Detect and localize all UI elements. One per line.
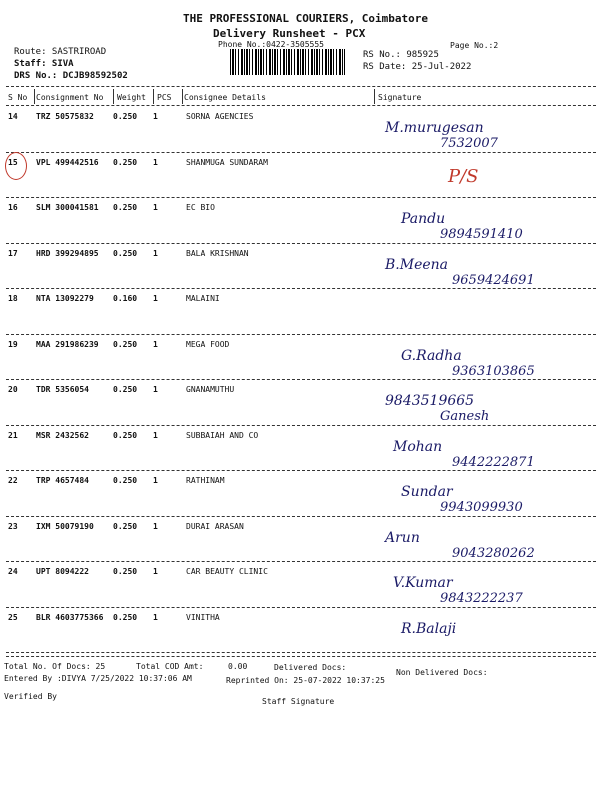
handwritten-signature: P/S	[448, 165, 479, 187]
row-divider	[6, 379, 596, 380]
handwritten-phone: Ganesh	[440, 409, 490, 424]
row-divider	[6, 516, 596, 517]
cell-sno: 16	[8, 203, 18, 212]
cell-consignment: SLM 300041581	[36, 203, 99, 212]
delivered-docs: Delivered Docs:	[274, 663, 347, 672]
cell-weight: 0.250	[113, 521, 138, 531]
handwritten-phone: 9442222871	[452, 454, 535, 470]
cell-consignment: TDR 5356054	[36, 385, 89, 394]
cell-sno: 23	[8, 521, 18, 531]
divider	[6, 86, 596, 87]
cell-sno: 14	[8, 112, 18, 121]
row-divider	[6, 470, 596, 471]
document-subtitle: Delivery Runsheet - PCX	[213, 27, 366, 40]
cell-weight: 0.250	[113, 203, 138, 212]
cell-pcs: 1	[153, 612, 158, 622]
cell-weight: 0.250	[113, 339, 138, 349]
cell-pcs: 1	[153, 430, 158, 440]
circle-mark	[5, 152, 27, 180]
handwritten-phone: 9943099930	[440, 500, 523, 515]
cell-weight: 0.250	[113, 385, 138, 394]
handwritten-signature: Mohan	[393, 438, 443, 455]
cell-consignee: CAR BEAUTY CLINIC	[186, 567, 268, 576]
non-delivered-docs: Non Delivered Docs:	[396, 668, 488, 677]
cell-pcs: 1	[153, 385, 158, 394]
handwritten-signature: G.Radha	[401, 347, 462, 364]
row-divider	[6, 334, 596, 335]
rs-number: RS No.: 985925	[363, 50, 439, 60]
cell-consignee: BALA KRISHNAN	[186, 248, 249, 258]
col-consignment: Consignment No	[36, 93, 104, 102]
cell-sno: 21	[8, 430, 18, 440]
cell-sno: 15	[8, 157, 18, 167]
handwritten-signature: Arun	[385, 529, 420, 546]
handwritten-signature: 9843519665	[385, 393, 475, 409]
phone-number: Phone No.:0422-3505555	[218, 40, 324, 49]
row-divider	[6, 288, 596, 289]
cell-weight: 0.250	[113, 112, 138, 121]
cell-consignment: MAA 291986239	[36, 339, 99, 349]
cell-consignment: IXM 50079190	[36, 521, 94, 531]
handwritten-phone: 7532007	[440, 136, 498, 151]
cell-consignee: RATHINAM	[186, 476, 225, 485]
total-cod-label: Total COD Amt:	[136, 662, 204, 671]
cell-weight: 0.250	[113, 567, 138, 576]
col-sno: S No	[8, 93, 28, 102]
page-number: Page No.:2	[450, 41, 499, 50]
cell-sno: 22	[8, 476, 18, 485]
cell-pcs: 1	[153, 248, 158, 258]
cell-consignee: MEGA FOOD	[186, 339, 230, 349]
cell-pcs: 1	[153, 157, 158, 167]
cell-pcs: 1	[153, 294, 158, 303]
divider	[6, 105, 596, 106]
cell-pcs: 1	[153, 203, 158, 212]
col-pcs: PCS	[157, 93, 172, 102]
handwritten-phone: 9843222237	[440, 591, 523, 606]
cell-pcs: 1	[153, 339, 158, 349]
total-cod-value: 0.00	[228, 662, 248, 671]
col-weight: Weight	[117, 93, 146, 102]
route-label: Route: SASTRIROAD	[14, 47, 107, 57]
row-divider	[6, 152, 596, 153]
cell-weight: 0.160	[113, 294, 138, 303]
cell-consignee: DURAI ARASAN	[186, 521, 244, 531]
verified-by: Verified By	[4, 692, 57, 701]
cell-pcs: 1	[153, 567, 158, 576]
cell-consignment: NTA 13092279	[36, 294, 94, 303]
cell-consignment: TRZ 50575832	[36, 112, 94, 121]
cell-sno: 25	[8, 612, 18, 622]
cell-consignee: SORNA AGENCIES	[186, 112, 254, 121]
cell-pcs: 1	[153, 112, 158, 121]
handwritten-phone: 9043280262	[452, 545, 535, 561]
cell-consignee: SUBBAIAH AND CO	[186, 430, 259, 440]
handwritten-signature: Sundar	[401, 484, 453, 500]
cell-sno: 18	[8, 294, 18, 303]
row-divider	[6, 652, 596, 653]
row-divider	[6, 425, 596, 426]
drs-number: DRS No.: DCJB98592502	[14, 71, 128, 81]
col-signature: Signature	[378, 93, 422, 102]
reprinted-on: Reprinted On: 25-07-2022 10:37:25	[226, 676, 385, 685]
cell-weight: 0.250	[113, 248, 138, 258]
company-title: THE PROFESSIONAL COURIERS, Coimbatore	[183, 12, 429, 25]
cell-sno: 17	[8, 248, 18, 258]
cell-consignment: BLR 4603775366	[36, 612, 104, 622]
divider	[6, 656, 596, 657]
total-docs: Total No. Of Docs: 25	[4, 662, 106, 671]
cell-pcs: 1	[153, 476, 158, 485]
rs-date: RS Date: 25-Jul-2022	[363, 62, 472, 72]
cell-consignee: EC BIO	[186, 203, 215, 212]
cell-consignment: HRD 399294895	[36, 248, 99, 258]
cell-consignment: TRP 4657484	[36, 476, 89, 485]
cell-consignee: VINITHA	[186, 612, 220, 622]
col-consignee: Consignee Details	[184, 93, 266, 102]
cell-weight: 0.250	[113, 612, 138, 622]
cell-consignment: UPT 8094222	[36, 567, 89, 576]
cell-weight: 0.250	[113, 157, 138, 167]
handwritten-signature: R.Balaji	[401, 620, 457, 637]
cell-consignee: GNANAMUTHU	[186, 385, 235, 394]
staff-label: Staff: SIVA	[14, 59, 74, 69]
cell-weight: 0.250	[113, 430, 138, 440]
cell-consignment: VPL 499442516	[36, 157, 99, 167]
cell-consignment: MSR 2432562	[36, 430, 89, 440]
handwritten-signature: V.Kumar	[393, 575, 453, 591]
staff-signature: Staff Signature	[262, 697, 335, 706]
handwritten-signature: Pandu	[401, 211, 446, 227]
cell-sno: 20	[8, 385, 18, 394]
cell-sno: 19	[8, 339, 18, 349]
row-divider	[6, 243, 596, 244]
handwritten-signature: M.murugesan	[385, 120, 484, 136]
entered-by: Entered By :DIVYA 7/25/2022 10:37:06 AM	[4, 674, 192, 683]
handwritten-phone: 9363103865	[452, 363, 535, 379]
handwritten-phone: 9894591410	[440, 227, 523, 242]
row-divider	[6, 197, 596, 198]
handwritten-signature: B.Meena	[385, 256, 449, 273]
barcode	[230, 49, 345, 75]
cell-consignee: SHANMUGA SUNDARAM	[186, 157, 268, 167]
row-divider	[6, 607, 596, 608]
handwritten-phone: 9659424691	[452, 272, 535, 288]
row-divider	[6, 561, 596, 562]
cell-sno: 24	[8, 567, 18, 576]
cell-consignee: MALAINI	[186, 294, 220, 303]
cell-pcs: 1	[153, 521, 158, 531]
cell-weight: 0.250	[113, 476, 138, 485]
